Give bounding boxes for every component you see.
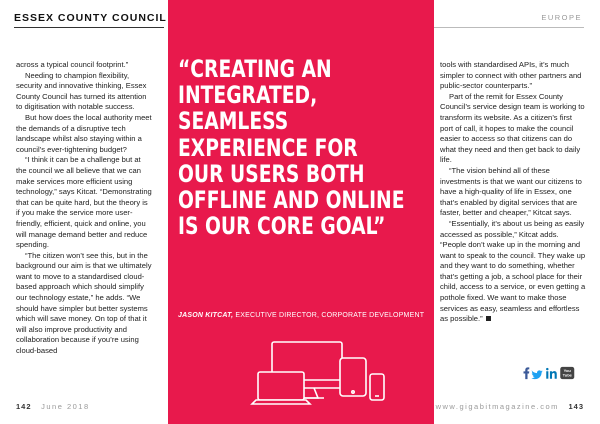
right-paragraph: tools with standardised APIs, it’s much simpler to connect with other partners and public-sector counterparts.”	[440, 60, 582, 91]
attribution-name: JASON KITCAT,	[178, 312, 234, 319]
left-paragraph: “I think it can be a challenge but at the council we all believe that we can make services more efficient using technology,” says Kitcat. “Demonstrating that can be quite hard, but the theory is if you make the service more user-friendly, efficient, quick and online, you will manage demand better and reduce spending.	[16, 155, 152, 250]
social-links	[516, 366, 580, 380]
left-paragraph: “The citizen won’t see this, but in the background our aim is that we ultimately want to move to a standardised cloud-based approach which should simplify our technology estate,” he adds. “We should have simpler but better systems which will save money. On top of that it will also improve productivity and collaboration because if you’re using cloud-based	[16, 250, 152, 356]
youtube-label-bottom: Tube	[562, 372, 572, 378]
linkedin-icon[interactable]	[546, 368, 557, 379]
pull-quote-line: EXPERIENCE FOR	[178, 133, 358, 162]
facebook-icon[interactable]	[524, 367, 530, 379]
header-rule-right	[420, 27, 584, 28]
left-column	[16, 60, 152, 357]
right-paragraph	[440, 219, 586, 325]
twitter-icon[interactable]	[531, 370, 542, 379]
header-publisher: ESSEX COUNTY COUNCIL	[14, 12, 167, 24]
right-paragraph: Part of the remit for Essex County Council’s service design team is working to transform its website. As a citizen’s first port of call, it hopes to make the council easier to access so that citizens can do what they need and then get back to daily life.	[440, 91, 585, 165]
left-paragraph: Needing to champion flexibility, security and innovative thinking, Essex County Council has turned its attention to digitisation with notable success.	[16, 70, 147, 112]
pull-quote-line: “CREATING AN	[178, 55, 332, 83]
header-section: EUROPE	[541, 13, 582, 22]
pull-quote-line: INTEGRATED,	[178, 81, 318, 110]
left-paragraph: But how does the local authority meet the demands of a disruptive tech landscape whilst also staying within a council’s ever-tightening budget?	[16, 112, 152, 154]
pull-quote-line: OFFLINE AND ONLINE	[178, 186, 405, 215]
page-number-left: 142	[16, 402, 32, 411]
devices-illustration-icon	[250, 338, 390, 416]
left-paragraph: across a typical council footprint.”	[16, 60, 129, 69]
issue-date: June 2018	[41, 402, 90, 411]
youtube-label-top: You	[563, 367, 571, 373]
end-of-article-square-icon	[486, 316, 491, 321]
youtube-icon[interactable]	[560, 367, 574, 379]
right-paragraph-text: “Essentially, it’s about us being as easily accessed as possible,” Kitcat adds. “People don’t wake up in the morning and want to speak to the council. They wake up and they want to do something, whether that’s getting a job, a school place for their child, access to a service, or even getting a pothole fixed. We want to make those services as easy, seamless and effortless as possible.”	[440, 218, 586, 324]
website-link[interactable]: www.gigabitmagazine.com	[435, 402, 559, 411]
pull-quote-line: SEAMLESS	[178, 107, 289, 136]
attribution-title: EXECUTIVE DIRECTOR, CORPORATE DEVELOPMENT	[235, 312, 425, 319]
pull-quote-panel	[168, 0, 434, 424]
footer-right	[436, 402, 584, 411]
right-paragraph: “The vision behind all of these investments is that we want our citizens to have a high-quality of life in Essex, one that’s enabled by digital services that are faster, better and cheaper,” Kitcat says.	[440, 165, 582, 218]
page-number-right: 143	[568, 402, 584, 411]
pull-quote-line: OUR USERS BOTH	[178, 159, 365, 188]
pull-quote-attribution	[178, 312, 428, 319]
right-column	[440, 60, 586, 325]
footer-left	[16, 402, 90, 411]
header-rule-left	[14, 27, 164, 28]
pull-quote	[178, 56, 428, 239]
pull-quote-line: IS OUR CORE GOAL”	[178, 212, 386, 241]
